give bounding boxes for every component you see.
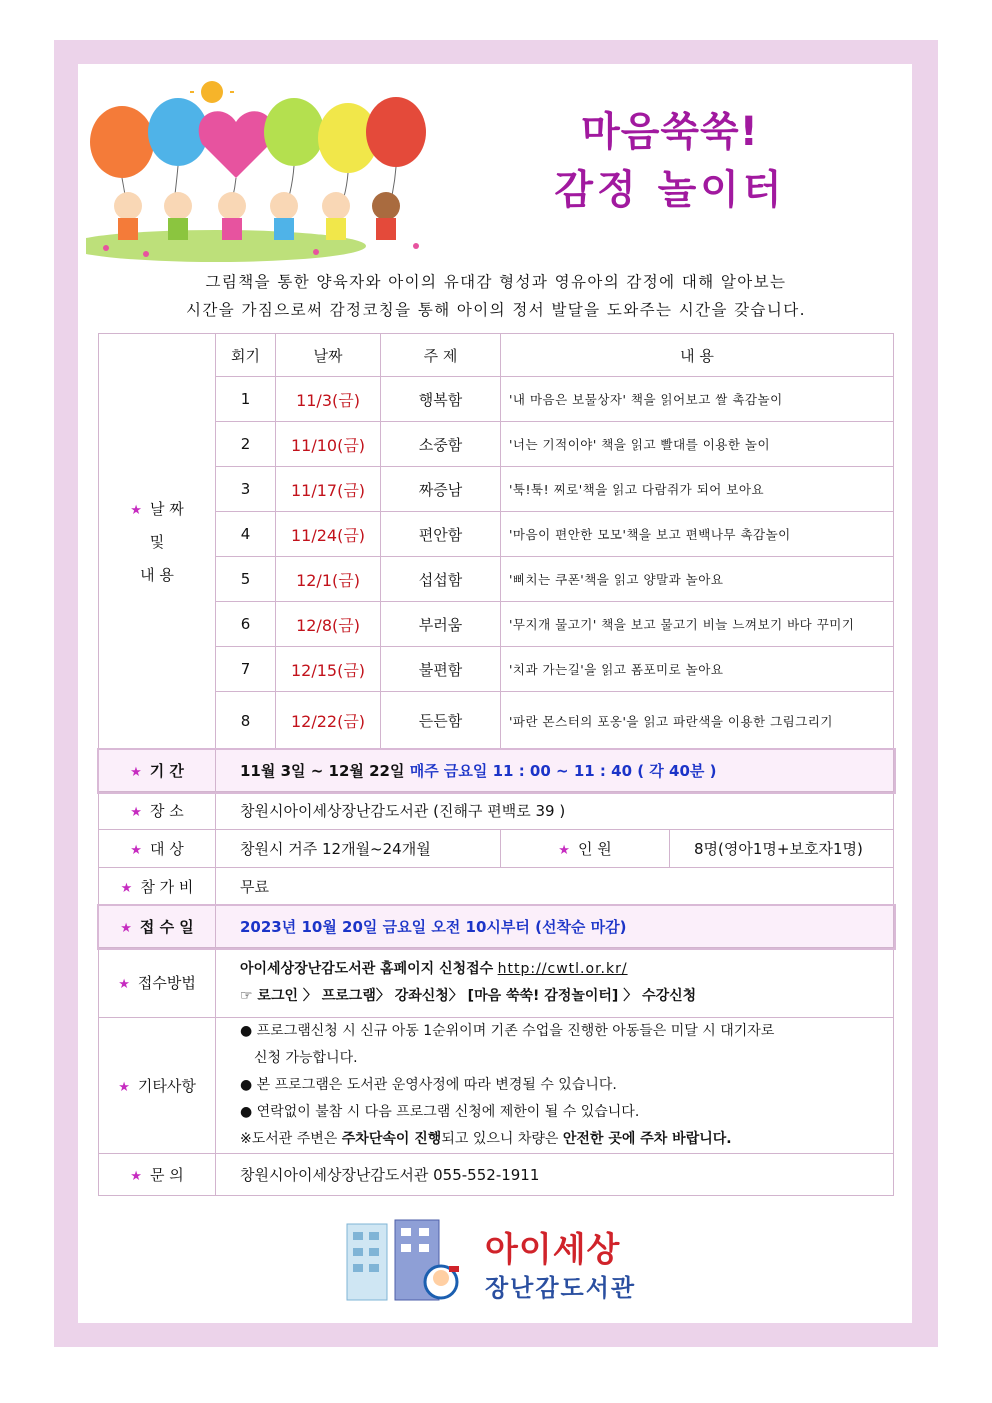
session-number: 6 [216,602,276,647]
star-icon: ★ [118,1080,130,1095]
period-label-text: 기 간 [149,762,184,780]
parking-note-a: ※도서관 주변은 [240,1131,342,1147]
notes-label-text: 기타사항 [137,1077,196,1095]
session-date: 11/24(금) [276,512,381,557]
session-date: 11/10(금) [276,422,381,467]
intro-line-2: 시간을 가짐으로써 감정코칭을 통해 아이의 정서 발달을 도와주는 시간을 갖습니다. [186,301,806,319]
place-row [99,792,894,830]
period-row [99,750,894,792]
inquiry-label-text: 문 의 [149,1166,184,1184]
session-date: 12/15(금) [276,647,381,692]
session-number: 1 [216,377,276,422]
session-theme: 짜증남 [381,467,501,512]
note-item: ● 프로그램신청 시 신규 아동 1순위이며 기존 수업을 진행한 아동들은 미달 시 대기자로 [240,1023,775,1039]
logo-bottom-text: 장난감도서관 [485,1274,637,1302]
method-steps: ☞ 로그인 〉 프로그램〉 강좌신청〉 [마음 쑥쑥! 감정놀이터] 〉 수강신청 [240,987,697,1004]
session-number: 5 [216,557,276,602]
place-label [99,792,216,830]
session-theme: 불편함 [381,647,501,692]
table-row [99,557,894,602]
schedule-header-row [99,334,894,377]
notes-value [216,1018,894,1154]
fee-label-text: 참 가 비 [140,878,194,896]
title-line-2: 감정 놀이터 [554,167,786,213]
target-value: 창원시 거주 12개월~24개월 [216,830,501,868]
target-label [99,830,216,868]
parking-note-b: 주차단속이 진행 [341,1131,442,1147]
reception-row [99,906,894,948]
title-line-1: 마음쑥쑥! [581,109,759,155]
session-theme: 행복함 [381,377,501,422]
method-label [99,948,216,1018]
inquiry-label [99,1154,216,1196]
session-description: '너는 기적이야' 책을 읽고 빨대를 이용한 놀이 [501,422,894,467]
note-item: ● 연락없이 불참 시 다음 프로그램 신청에 제한이 될 수 있습니다. [240,1104,640,1120]
table-row [99,467,894,512]
session-number: 7 [216,647,276,692]
inquiry-row [99,1154,894,1196]
note-item: ● 본 프로그램은 도서관 운영사정에 따라 변경될 수 있습니다. [240,1077,617,1093]
table-row [99,377,894,422]
header-content: 내 용 [501,334,894,377]
session-date: 12/8(금) [276,602,381,647]
session-number: 3 [216,467,276,512]
fee-value: 무료 [216,868,894,906]
session-number: 4 [216,512,276,557]
table-row [99,422,894,467]
table-row [99,602,894,647]
star-icon: ★ [130,765,142,780]
target-label-text: 대 상 [149,840,184,858]
building-icon [345,1218,465,1308]
header-date: 날짜 [276,334,381,377]
session-number: 8 [216,692,276,750]
side-label-line3: 내 용 [140,566,174,584]
session-date: 11/17(금) [276,467,381,512]
star-icon: ★ [130,805,142,820]
star-icon: ★ [130,503,142,518]
star-icon: ★ [130,843,142,858]
header-theme: 주 제 [381,334,501,377]
method-row [99,948,894,1018]
notes-label [99,1018,216,1154]
period-value [216,750,894,792]
session-number: 2 [216,422,276,467]
target-row [99,830,894,868]
session-theme: 섭섭함 [381,557,501,602]
capacity-label-text: 인 원 [577,840,612,858]
period-label [99,750,216,792]
star-icon: ★ [130,1169,142,1184]
reception-label-text: 접 수 일 [139,918,194,936]
session-date: 12/22(금) [276,692,381,750]
parking-note-d: 안전한 곳에 주차 바랍니다. [562,1131,732,1147]
reception-value: 2023년 10월 20일 금요일 오전 10시부터 (선착순 마감) [216,906,894,948]
session-description: '치과 가는길'을 읽고 폼포미로 놀아요 [501,647,894,692]
session-description: '마음이 편안한 모모'책을 보고 편백나무 촉감놀이 [501,512,894,557]
program-table [98,333,894,1196]
star-icon: ★ [120,921,132,936]
notes-row [99,1018,894,1154]
session-description: '무지개 물고기' 책을 보고 물고기 비늘 느껴보기 바다 꾸미기 [501,602,894,647]
table-row [99,647,894,692]
session-theme: 소중함 [381,422,501,467]
intro-line-1: 그림책을 통한 양육자와 아이의 유대감 형성과 영유아의 감정에 대해 알아보는 [205,273,787,291]
session-description: '삐치는 쿠폰'책을 읽고 양말과 놀아요 [501,557,894,602]
session-date: 11/3(금) [276,377,381,422]
star-icon: ★ [118,977,130,992]
method-value [216,948,894,1018]
star-icon: ★ [558,843,570,858]
header-session: 회기 [216,334,276,377]
logo-top-text: 아이세상 [485,1230,621,1270]
method-label-text: 접수방법 [137,974,196,992]
period-dates: 11월 3일 ~ 12월 22일 [240,762,405,780]
place-label-text: 장 소 [149,802,184,820]
balloons-kids-illustration [86,78,440,262]
side-label-line2: 및 [149,533,165,551]
method-prefix: 아이세상장난감도서관 홈페이지 신청접수 [240,960,494,977]
reception-label [99,906,216,948]
library-logo [345,1218,645,1308]
library-homepage-link[interactable]: http://cwtl.or.kr/ [497,960,628,977]
parking-note [240,1126,893,1153]
inquiry-value: 창원시아이세상장난감도서관 055-552-1911 [216,1154,894,1196]
capacity-label [501,830,670,868]
session-date: 12/1(금) [276,557,381,602]
session-description: '내 마음은 보물상자' 책을 읽어보고 쌀 촉감놀이 [501,377,894,422]
note-item: 신청 가능합니다. [254,1050,358,1066]
session-description: '파란 몬스터의 포옹'을 읽고 파란색을 이용한 그림그리기 [501,692,894,750]
schedule-side-label [99,334,216,750]
table-row [99,692,894,750]
session-description: '툭!툭! 찌로'책을 읽고 다람쥐가 되어 보아요 [501,467,894,512]
place-value: 창원시아이세상장난감도서관 (진해구 편백로 39 ) [216,792,894,830]
table-row [99,512,894,557]
star-icon: ★ [120,881,133,896]
session-theme: 편안함 [381,512,501,557]
fee-row [99,868,894,906]
fee-label [99,868,216,906]
parking-note-c: 되고 있으니 차량은 [441,1131,563,1147]
session-theme: 든든함 [381,692,501,750]
period-time: 매주 금요일 11 : 00 ~ 11 : 40 ( 각 40분 ) [409,762,717,780]
side-label-line1: 날 짜 [149,500,184,518]
session-theme: 부러움 [381,602,501,647]
capacity-value: 8명(영아1명+보호자1명) [670,830,894,868]
